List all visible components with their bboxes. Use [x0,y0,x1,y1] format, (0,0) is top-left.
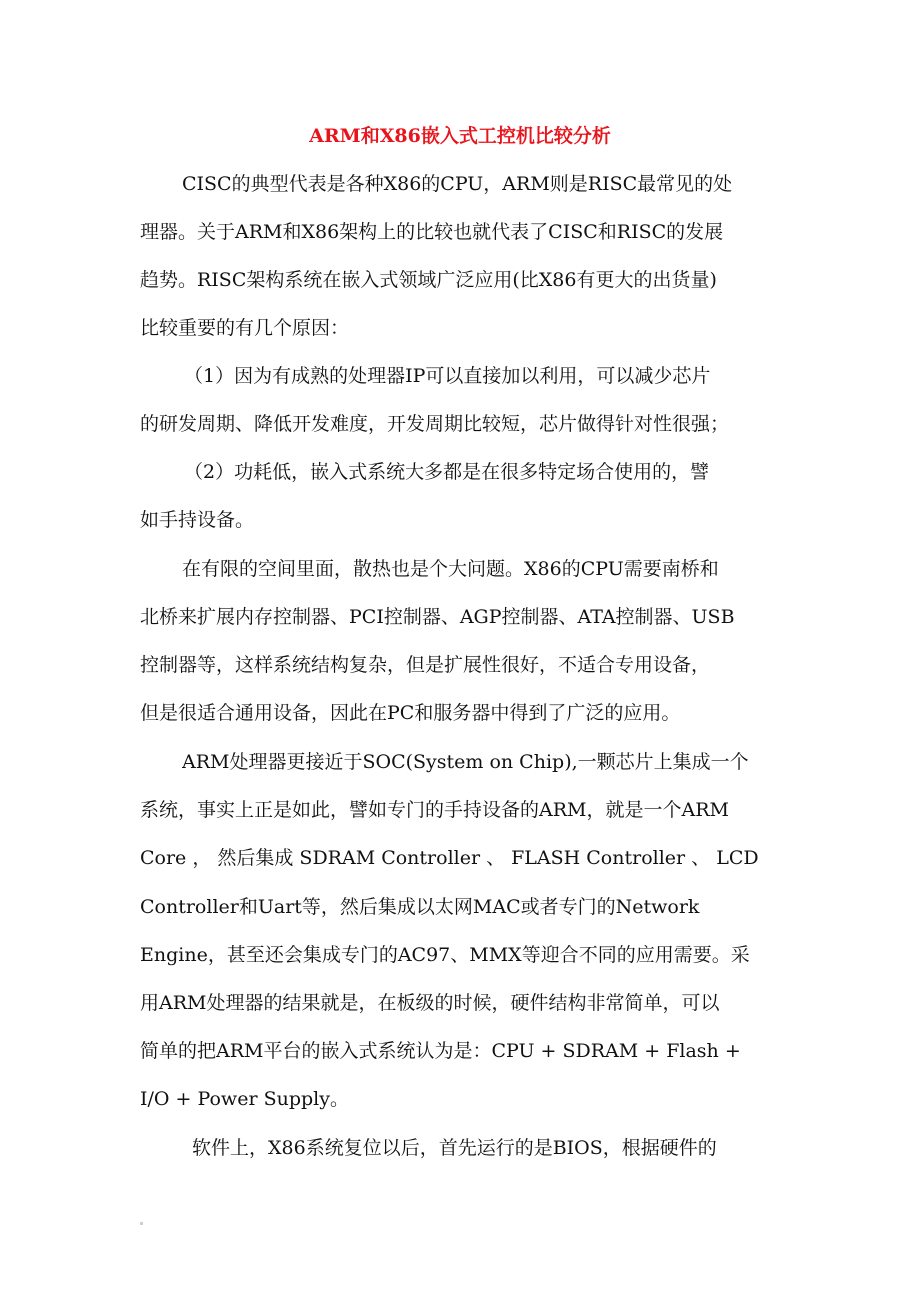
text-line: （1）因为有成熟的处理器IP可以直接加以利用，可以减少芯片 [184,365,711,387]
text-line: 简单的把ARM平台的嵌入式系统认为是：CPU + SDRAM + Flash + [140,1040,741,1062]
text-line: ARM处理器更接近于SOC(System on Chip),一颗芯片上集成一个 [182,751,749,773]
text-line: 趋势。RISC架构系统在嵌入式领域广泛应用(比X86有更大的出货量) [140,269,717,291]
document-title: ARM和X86嵌入式工控机比较分析 [309,125,611,147]
text-line: 系统，事实上正是如此，譬如专门的手持设备的ARM，就是一个ARM [140,799,729,821]
text-line: Controller和Uart等，然后集成以太网MAC或者专门的Network [140,896,700,918]
text-line: Engine，甚至还会集成专门的AC97、MMX等迎合不同的应用需要。采 [140,944,750,966]
text-line: 理器。关于ARM和X86架构上的比较也就代表了CISC和RISC的发展 [140,221,724,243]
text-line: 软件上，X86系统复位以后，首先运行的是BIOS，根据硬件的 [192,1137,717,1159]
text-line: 比较重要的有几个原因： [140,317,350,339]
text-line: I/O + Power Supply。 [140,1088,349,1110]
text-line: 控制器等，这样系统结构复杂，但是扩展性很好，不适合专用设备， [140,654,711,676]
page-mark [140,1222,143,1225]
text-line: CISC的典型代表是各种X86的CPU，ARM则是RISC最常见的处 [182,173,733,195]
text-line: 如手持设备。 [140,509,255,531]
text-line: 北桥来扩展内存控制器、PCI控制器、AGP控制器、ATA控制器、USB [140,606,735,628]
text-line: 在有限的空间里面，散热也是个大问题。X86的CPU需要南桥和 [182,558,719,580]
text-line: 的研发周期、降低开发难度，开发周期比较短，芯片做得针对性很强； [140,413,730,435]
text-line: 用ARM处理器的结果就是，在板级的时候，硬件结构非常简单，可以 [140,992,720,1014]
text-line: Core ， 然后集成 SDRAM Controller 、 FLASH Controller 、 LCD [140,847,759,869]
text-line: （2）功耗低，嵌入式系统大多都是在很多特定场合使用的，譬 [184,461,710,483]
text-line: 但是很适合通用设备，因此在PC和服务器中得到了广泛的应用。 [140,702,681,724]
